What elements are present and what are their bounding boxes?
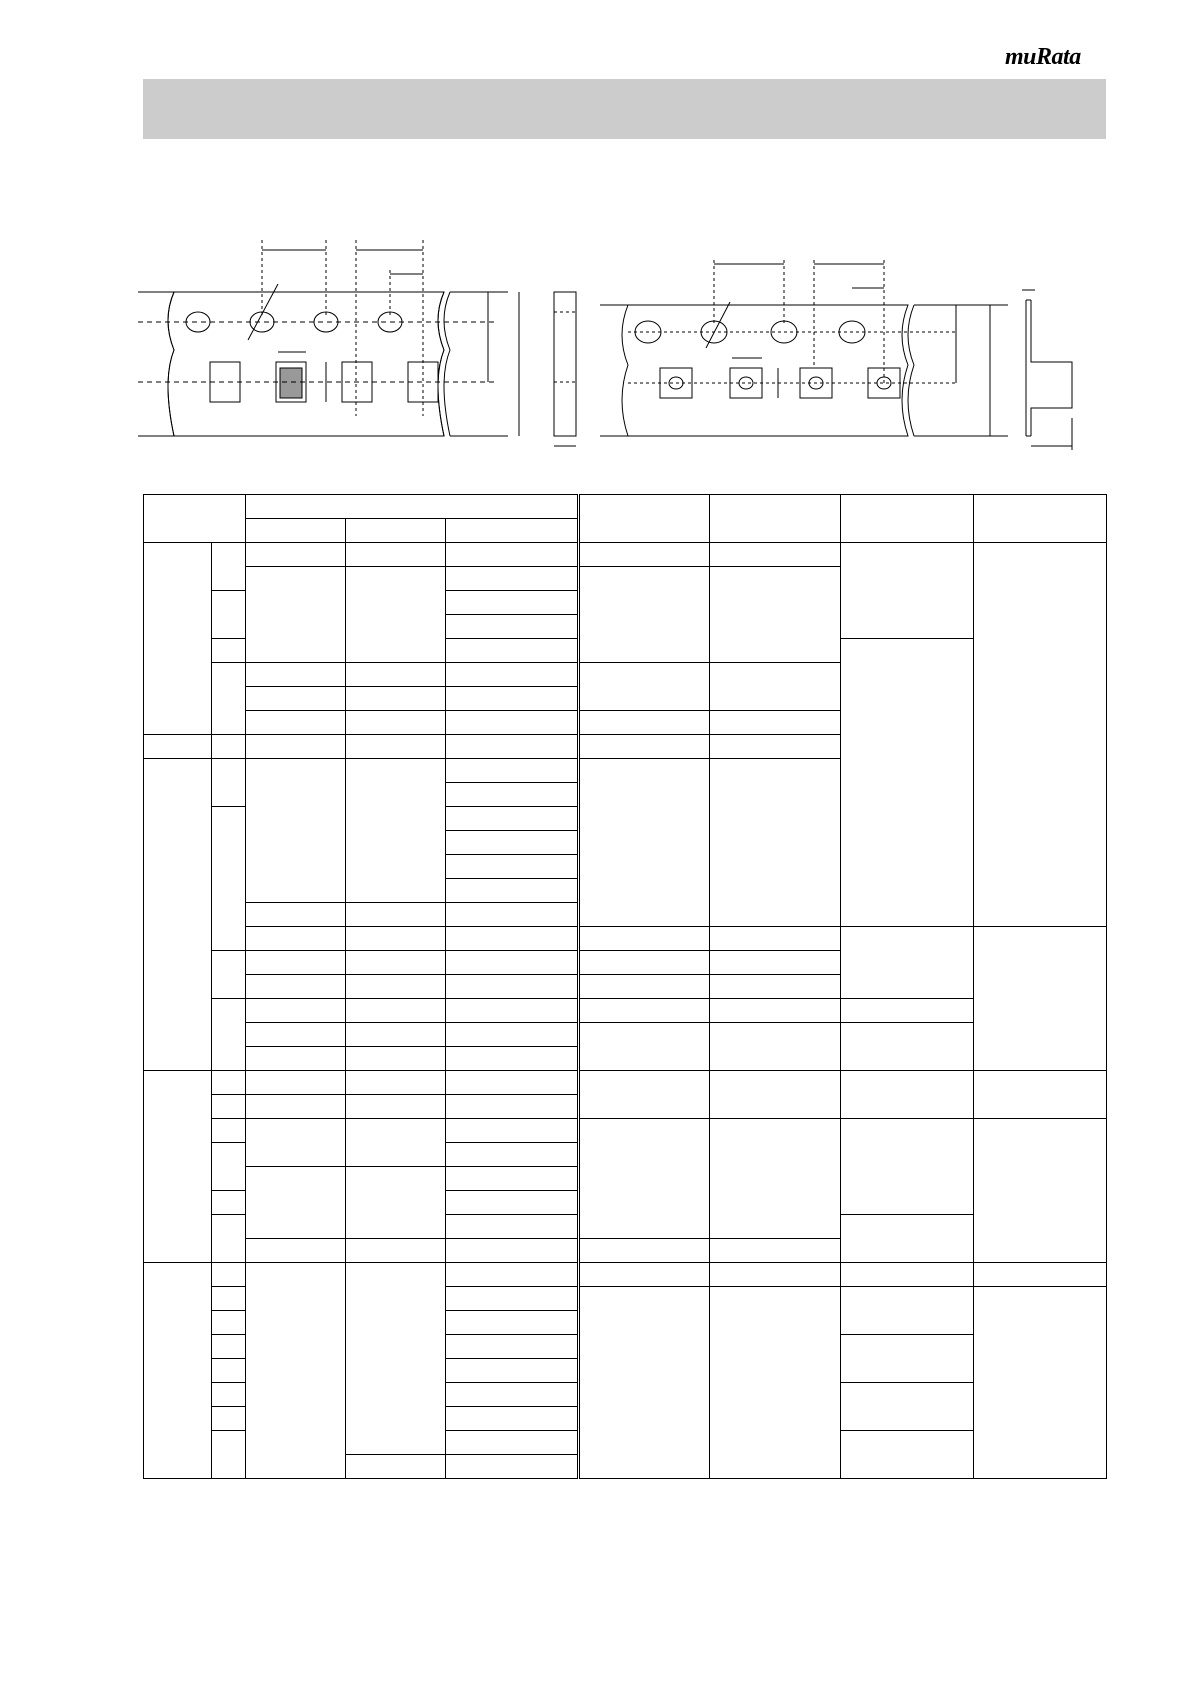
- table-cell: [710, 1287, 841, 1479]
- table-cell: [212, 951, 246, 999]
- table-cell: [212, 1119, 246, 1143]
- table-cell: [212, 1263, 246, 1287]
- murata-logo: muRata: [1005, 44, 1081, 70]
- table-cell: [212, 663, 246, 735]
- table-cell: [579, 1071, 710, 1119]
- table-cell: [212, 1431, 246, 1479]
- table-cell: [841, 1119, 974, 1215]
- table-cell: [446, 759, 579, 783]
- table-cell: [710, 543, 841, 567]
- table-cell: [841, 1071, 974, 1119]
- table-cell: [710, 999, 841, 1023]
- table-cell: [579, 1119, 710, 1239]
- table-cell: [446, 807, 579, 831]
- table-cell: [710, 1119, 841, 1239]
- table-row: [144, 1023, 1107, 1047]
- table-cell: [974, 1287, 1107, 1479]
- table-cell: [346, 711, 446, 735]
- table-cell: [346, 1263, 446, 1455]
- table-cell: [710, 1263, 841, 1287]
- table-cell: [346, 1455, 446, 1479]
- table-cell: [212, 1311, 246, 1335]
- table-cell: [246, 1047, 346, 1071]
- table-cell: [446, 687, 579, 711]
- table-cell: [841, 1431, 974, 1479]
- table-row: [144, 999, 1107, 1023]
- table-cell: [446, 999, 579, 1023]
- table-cell: [841, 1383, 974, 1431]
- header-cell: [246, 495, 579, 519]
- table-cell: [446, 1023, 579, 1047]
- table-cell: [212, 1335, 246, 1359]
- table-cell: [212, 639, 246, 663]
- table-cell: [212, 1095, 246, 1119]
- table-cell: [710, 1071, 841, 1119]
- table-cell: [446, 639, 579, 663]
- table-cell: [446, 1215, 579, 1239]
- table-cell: [446, 1407, 579, 1431]
- table-cell: [346, 903, 446, 927]
- table-cell: [974, 927, 1107, 1071]
- table-cell: [246, 951, 346, 975]
- table-cell: [446, 1071, 579, 1095]
- table-cell: [841, 1215, 974, 1263]
- table-cell: [579, 999, 710, 1023]
- table-cell: [579, 759, 710, 927]
- table-cell: [346, 735, 446, 759]
- table-cell: [446, 615, 579, 639]
- table-cell: [710, 1023, 841, 1071]
- table-cell: [144, 1071, 212, 1263]
- table-cell: [446, 1431, 579, 1455]
- table-cell: [246, 735, 346, 759]
- table-cell: [346, 687, 446, 711]
- table-cell: [246, 759, 346, 903]
- table-cell: [710, 927, 841, 951]
- table-row: [144, 1119, 1107, 1143]
- table-cell: [446, 1335, 579, 1359]
- table-cell: [446, 1359, 579, 1383]
- table-cell: [446, 543, 579, 567]
- header-cell: [144, 495, 246, 543]
- table-cell: [446, 975, 579, 999]
- table-cell: [579, 1239, 710, 1263]
- table-cell: [144, 1263, 212, 1479]
- table-cell: [974, 1263, 1107, 1287]
- table-cell: [710, 951, 841, 975]
- table-cell: [579, 663, 710, 711]
- table-cell: [446, 1047, 579, 1071]
- table-cell: [446, 1143, 579, 1167]
- table-cell: [579, 951, 710, 975]
- table-cell: [212, 759, 246, 807]
- table-cell: [212, 1407, 246, 1431]
- table-row: [144, 543, 1107, 567]
- table-cell: [841, 543, 974, 639]
- table-cell: [446, 879, 579, 903]
- table-cell: [710, 711, 841, 735]
- table-cell: [246, 1263, 346, 1479]
- header-cell: [446, 519, 579, 543]
- table-cell: [346, 951, 446, 975]
- table-cell: [710, 975, 841, 999]
- table-cell: [446, 1095, 579, 1119]
- table-cell: [212, 735, 246, 759]
- table-cell: [212, 999, 246, 1071]
- header-cell: [346, 519, 446, 543]
- table-cell: [144, 735, 212, 759]
- table-cell: [446, 1383, 579, 1407]
- table-cell: [710, 735, 841, 759]
- table-cell: [346, 663, 446, 687]
- table-cell: [246, 975, 346, 999]
- table-cell: [246, 1071, 346, 1095]
- table-cell: [446, 903, 579, 927]
- table-cell: [446, 663, 579, 687]
- table-cell: [446, 831, 579, 855]
- table-cell: [212, 1383, 246, 1407]
- table-cell: [579, 1023, 710, 1071]
- table-row: [144, 1263, 1107, 1287]
- table-cell: [579, 567, 710, 663]
- table-cell: [346, 1167, 446, 1239]
- table-cell: [974, 1119, 1107, 1263]
- header-cell: [841, 495, 974, 543]
- table-cell: [579, 1287, 710, 1479]
- table-cell: [246, 1167, 346, 1239]
- table-cell: [446, 1167, 579, 1191]
- table-cell: [710, 567, 841, 663]
- table-cell: [446, 1287, 579, 1311]
- table-cell: [346, 567, 446, 663]
- table-cell: [710, 663, 841, 711]
- table-cell: [841, 1287, 974, 1335]
- table-cell: [446, 1455, 579, 1479]
- header-cell: [246, 519, 346, 543]
- table-cell: [710, 759, 841, 927]
- table-cell: [144, 759, 212, 1071]
- table-cell: [446, 783, 579, 807]
- table-cell: [346, 1047, 446, 1071]
- table-cell: [346, 1095, 446, 1119]
- table-cell: [346, 543, 446, 567]
- table-cell: [446, 1263, 579, 1287]
- table-cell: [446, 951, 579, 975]
- table-cell: [841, 1263, 974, 1287]
- table-cell: [246, 543, 346, 567]
- table-cell: [346, 1239, 446, 1263]
- table-cell: [446, 1311, 579, 1335]
- table-cell: [144, 543, 212, 735]
- table-cell: [346, 927, 446, 951]
- table-cell: [346, 1023, 446, 1047]
- table-cell: [246, 1239, 346, 1263]
- table-cell: [346, 999, 446, 1023]
- table-cell: [579, 735, 710, 759]
- table-cell: [246, 567, 346, 663]
- table-cell: [841, 1335, 974, 1383]
- table-cell: [446, 927, 579, 951]
- table-cell: [212, 1287, 246, 1311]
- table-cell: [212, 1215, 246, 1263]
- paper-tape-diagram: [138, 240, 576, 446]
- table-cell: [212, 1191, 246, 1215]
- table-cell: [212, 543, 246, 591]
- table-cell: [446, 1239, 579, 1263]
- table-row: [144, 1071, 1107, 1095]
- table-cell: [246, 927, 346, 951]
- header-row-1: [144, 495, 1107, 519]
- table-cell: [579, 543, 710, 567]
- table-cell: [579, 1263, 710, 1287]
- table-cell: [246, 903, 346, 927]
- table-cell: [246, 999, 346, 1023]
- header-cell: [579, 495, 710, 543]
- table-cell: [841, 927, 974, 999]
- table-cell: [246, 1023, 346, 1047]
- table-cell: [446, 855, 579, 879]
- table-cell: [446, 735, 579, 759]
- table-cell: [579, 975, 710, 999]
- table-cell: [346, 1119, 446, 1167]
- tape-dimension-diagrams: [138, 240, 1098, 470]
- table-cell: [246, 687, 346, 711]
- table-cell: [841, 1023, 974, 1071]
- embossed-tape-diagram: [600, 260, 1072, 450]
- table-cell: [446, 591, 579, 615]
- table-cell: [212, 1071, 246, 1095]
- table-cell: [246, 663, 346, 687]
- table-cell: [710, 1239, 841, 1263]
- table-cell: [841, 999, 974, 1023]
- header-cell: [974, 495, 1107, 543]
- table-cell: [246, 1095, 346, 1119]
- table-cell: [246, 1119, 346, 1167]
- table-cell: [212, 1359, 246, 1383]
- table-cell: [246, 711, 346, 735]
- table-cell: [212, 591, 246, 639]
- table-cell: [346, 1071, 446, 1095]
- table-cell: [579, 927, 710, 951]
- specification-table: [143, 494, 1107, 1479]
- table-cell: [212, 807, 246, 951]
- table-cell: [974, 1071, 1107, 1119]
- table-cell: [446, 567, 579, 591]
- table-cell: [446, 711, 579, 735]
- title-band: [143, 79, 1106, 139]
- header-cell: [710, 495, 841, 543]
- table-cell: [346, 975, 446, 999]
- table-cell: [212, 1143, 246, 1191]
- table-cell: [446, 1191, 579, 1215]
- table-cell: [446, 1119, 579, 1143]
- table-cell: [579, 711, 710, 735]
- table-cell: [346, 759, 446, 903]
- table-cell: [974, 543, 1107, 927]
- table-cell: [841, 639, 974, 927]
